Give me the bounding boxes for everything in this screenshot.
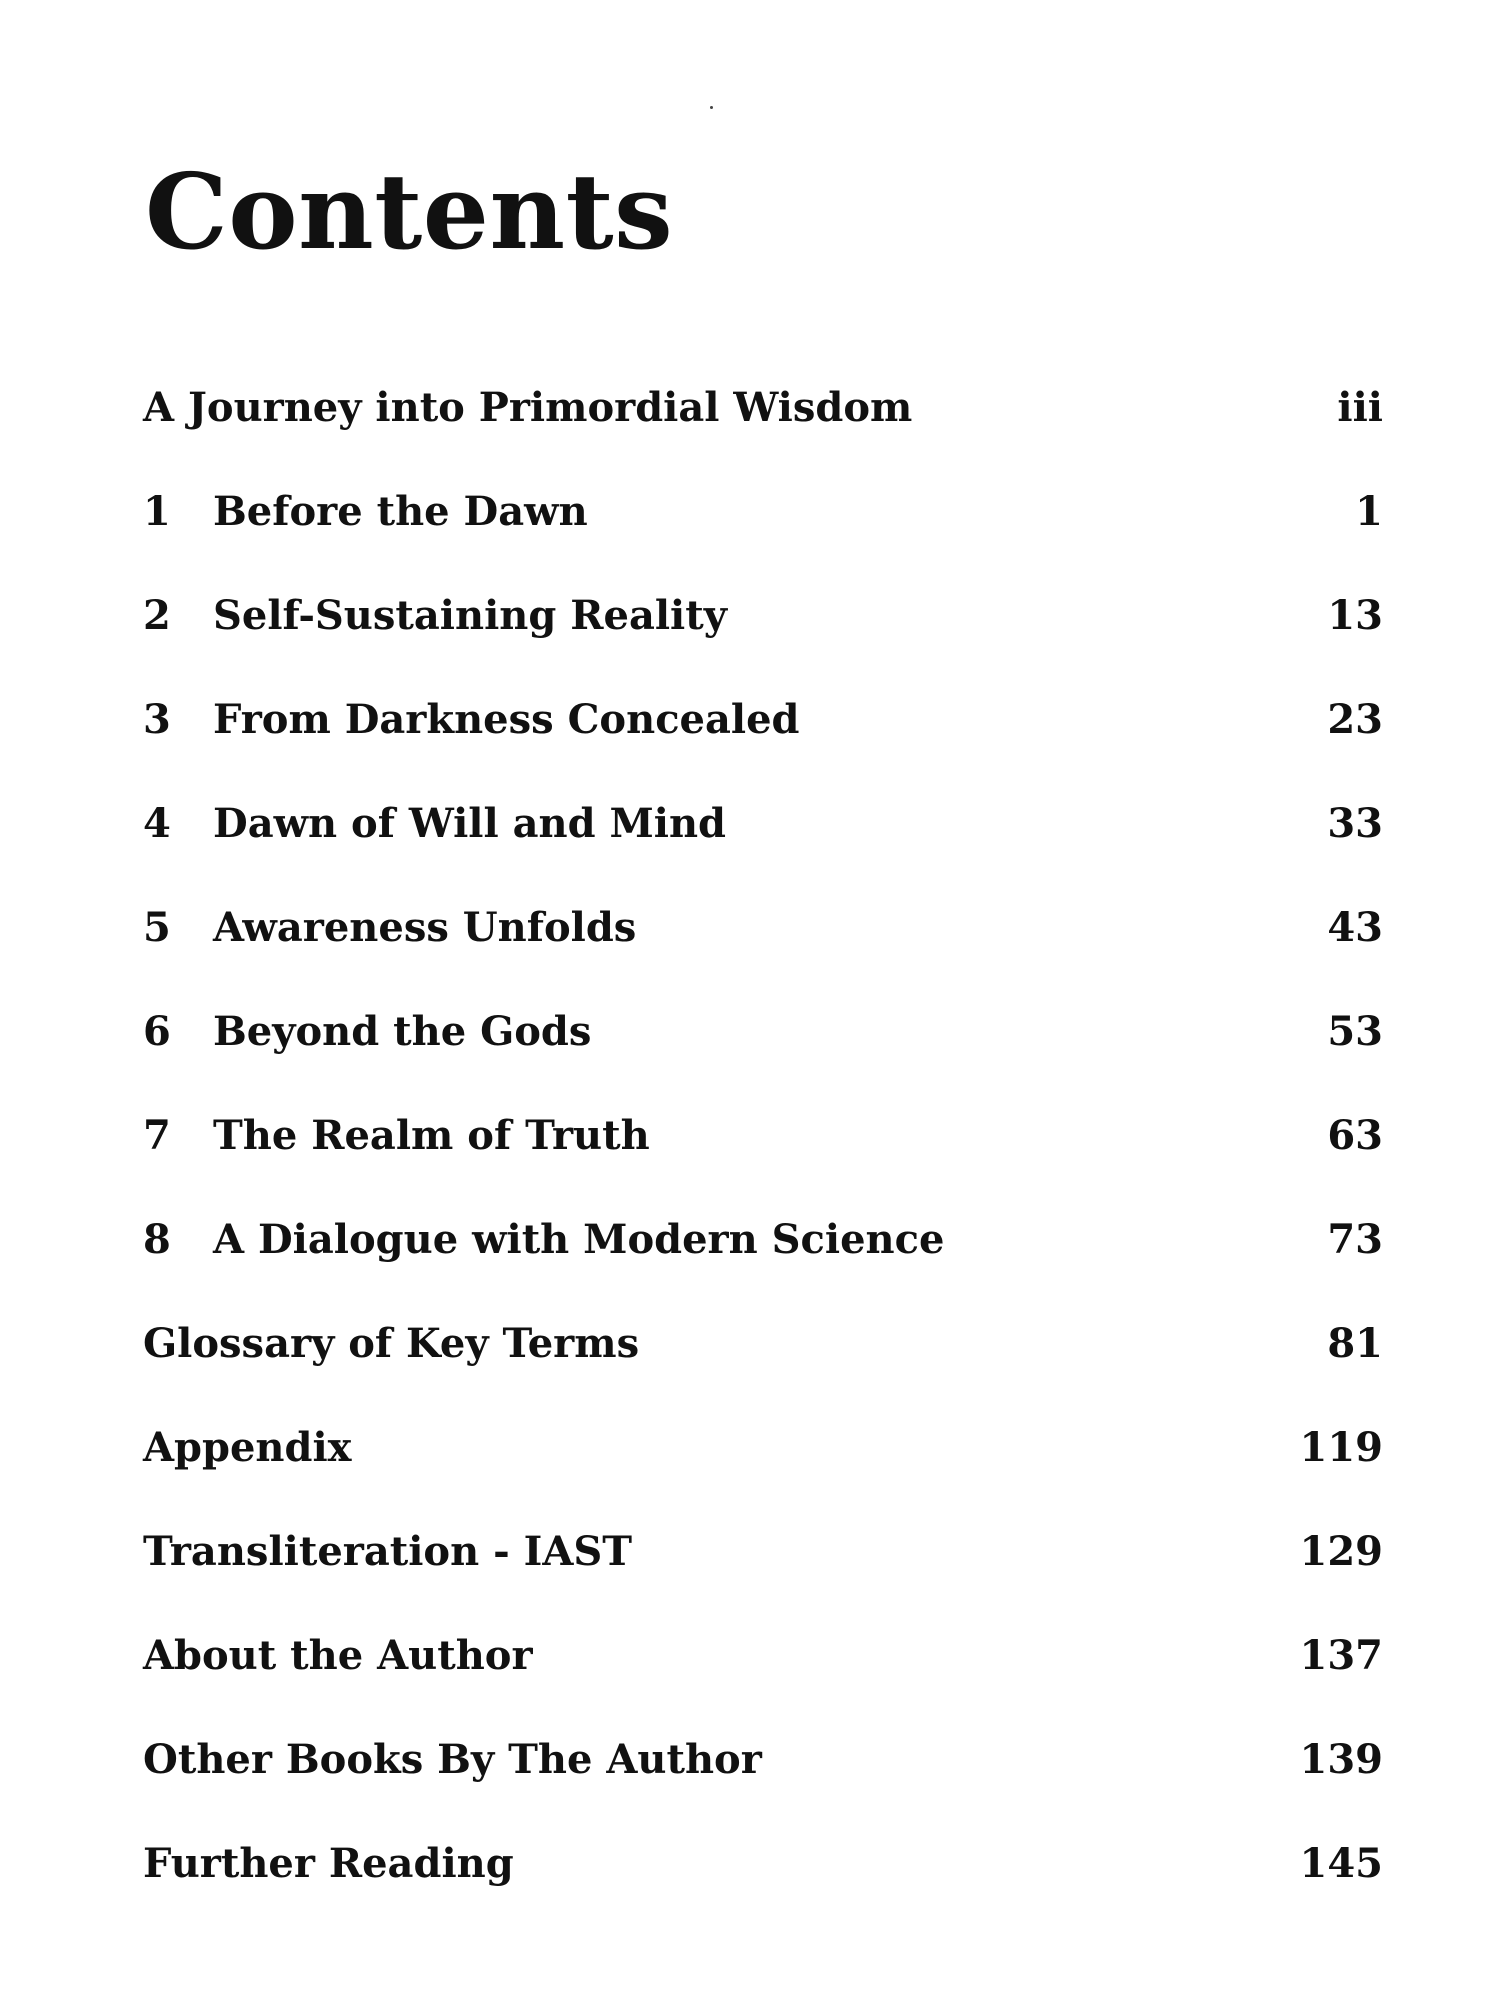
toc-entry-page: 43 — [1327, 903, 1383, 951]
toc-entry-page: 33 — [1327, 799, 1383, 847]
toc-entry-transliteration[interactable] — [143, 1499, 1383, 1603]
toc-entry-label: Appendix — [143, 1423, 352, 1471]
ink-speck — [710, 106, 713, 109]
toc-entry-number: 5 — [143, 903, 171, 951]
toc-entry-page: 81 — [1327, 1319, 1383, 1367]
toc-entry-chapter-2[interactable] — [143, 563, 1383, 667]
toc-entry-number: 4 — [143, 799, 171, 847]
toc-entry-intro[interactable] — [143, 355, 1383, 459]
toc-entry-label: A Journey into Primordial Wisdom — [143, 383, 913, 431]
toc-entry-number: 6 — [143, 1007, 171, 1055]
toc-entry-label: The Realm of Truth — [213, 1111, 650, 1159]
toc-entry-page: 53 — [1327, 1007, 1383, 1055]
toc-entry-label: A Dialogue with Modern Science — [213, 1215, 945, 1263]
toc-entry-chapter-1[interactable] — [143, 459, 1383, 563]
toc-entry-label: Beyond the Gods — [213, 1007, 592, 1055]
toc-entry-other-books[interactable] — [143, 1707, 1383, 1811]
toc-entry-page: 73 — [1327, 1215, 1383, 1263]
toc-entry-label: Awareness Unfolds — [213, 903, 637, 951]
table-of-contents — [143, 355, 1383, 1915]
toc-entry-label: Further Reading — [143, 1839, 514, 1887]
toc-entry-page: 145 — [1299, 1839, 1383, 1887]
toc-entry-label: About the Author — [143, 1631, 533, 1679]
toc-entry-label: Self-Sustaining Reality — [213, 591, 727, 639]
toc-entry-glossary[interactable] — [143, 1291, 1383, 1395]
toc-entry-appendix[interactable] — [143, 1395, 1383, 1499]
toc-entry-chapter-6[interactable] — [143, 979, 1383, 1083]
toc-entry-page: 137 — [1299, 1631, 1383, 1679]
toc-entry-label: From Darkness Concealed — [213, 695, 800, 743]
toc-entry-label: Glossary of Key Terms — [143, 1319, 640, 1367]
toc-entry-page: 129 — [1299, 1527, 1383, 1575]
toc-entry-about-author[interactable] — [143, 1603, 1383, 1707]
toc-entry-page: 23 — [1327, 695, 1383, 743]
toc-entry-chapter-8[interactable] — [143, 1187, 1383, 1291]
toc-entry-label: Other Books By The Author — [143, 1735, 762, 1783]
toc-entry-chapter-4[interactable] — [143, 771, 1383, 875]
toc-entry-further-reading[interactable] — [143, 1811, 1383, 1915]
toc-entry-page: 1 — [1355, 487, 1383, 535]
toc-entry-page: 119 — [1299, 1423, 1383, 1471]
toc-entry-number: 3 — [143, 695, 171, 743]
toc-entry-number: 7 — [143, 1111, 171, 1159]
toc-entry-page: 63 — [1327, 1111, 1383, 1159]
toc-entry-page: iii — [1337, 383, 1383, 431]
toc-entry-page: 139 — [1299, 1735, 1383, 1783]
toc-entry-label: Dawn of Will and Mind — [213, 799, 727, 847]
toc-entry-chapter-3[interactable] — [143, 667, 1383, 771]
toc-entry-number: 2 — [143, 591, 171, 639]
toc-entry-label: Transliteration - IAST — [143, 1527, 633, 1575]
toc-entry-chapter-7[interactable] — [143, 1083, 1383, 1187]
toc-entry-chapter-5[interactable] — [143, 875, 1383, 979]
page-title: Contents — [145, 150, 674, 273]
toc-entry-label: Before the Dawn — [213, 487, 588, 535]
toc-entry-number: 8 — [143, 1215, 171, 1263]
toc-entry-number: 1 — [143, 487, 171, 535]
toc-entry-page: 13 — [1327, 591, 1383, 639]
